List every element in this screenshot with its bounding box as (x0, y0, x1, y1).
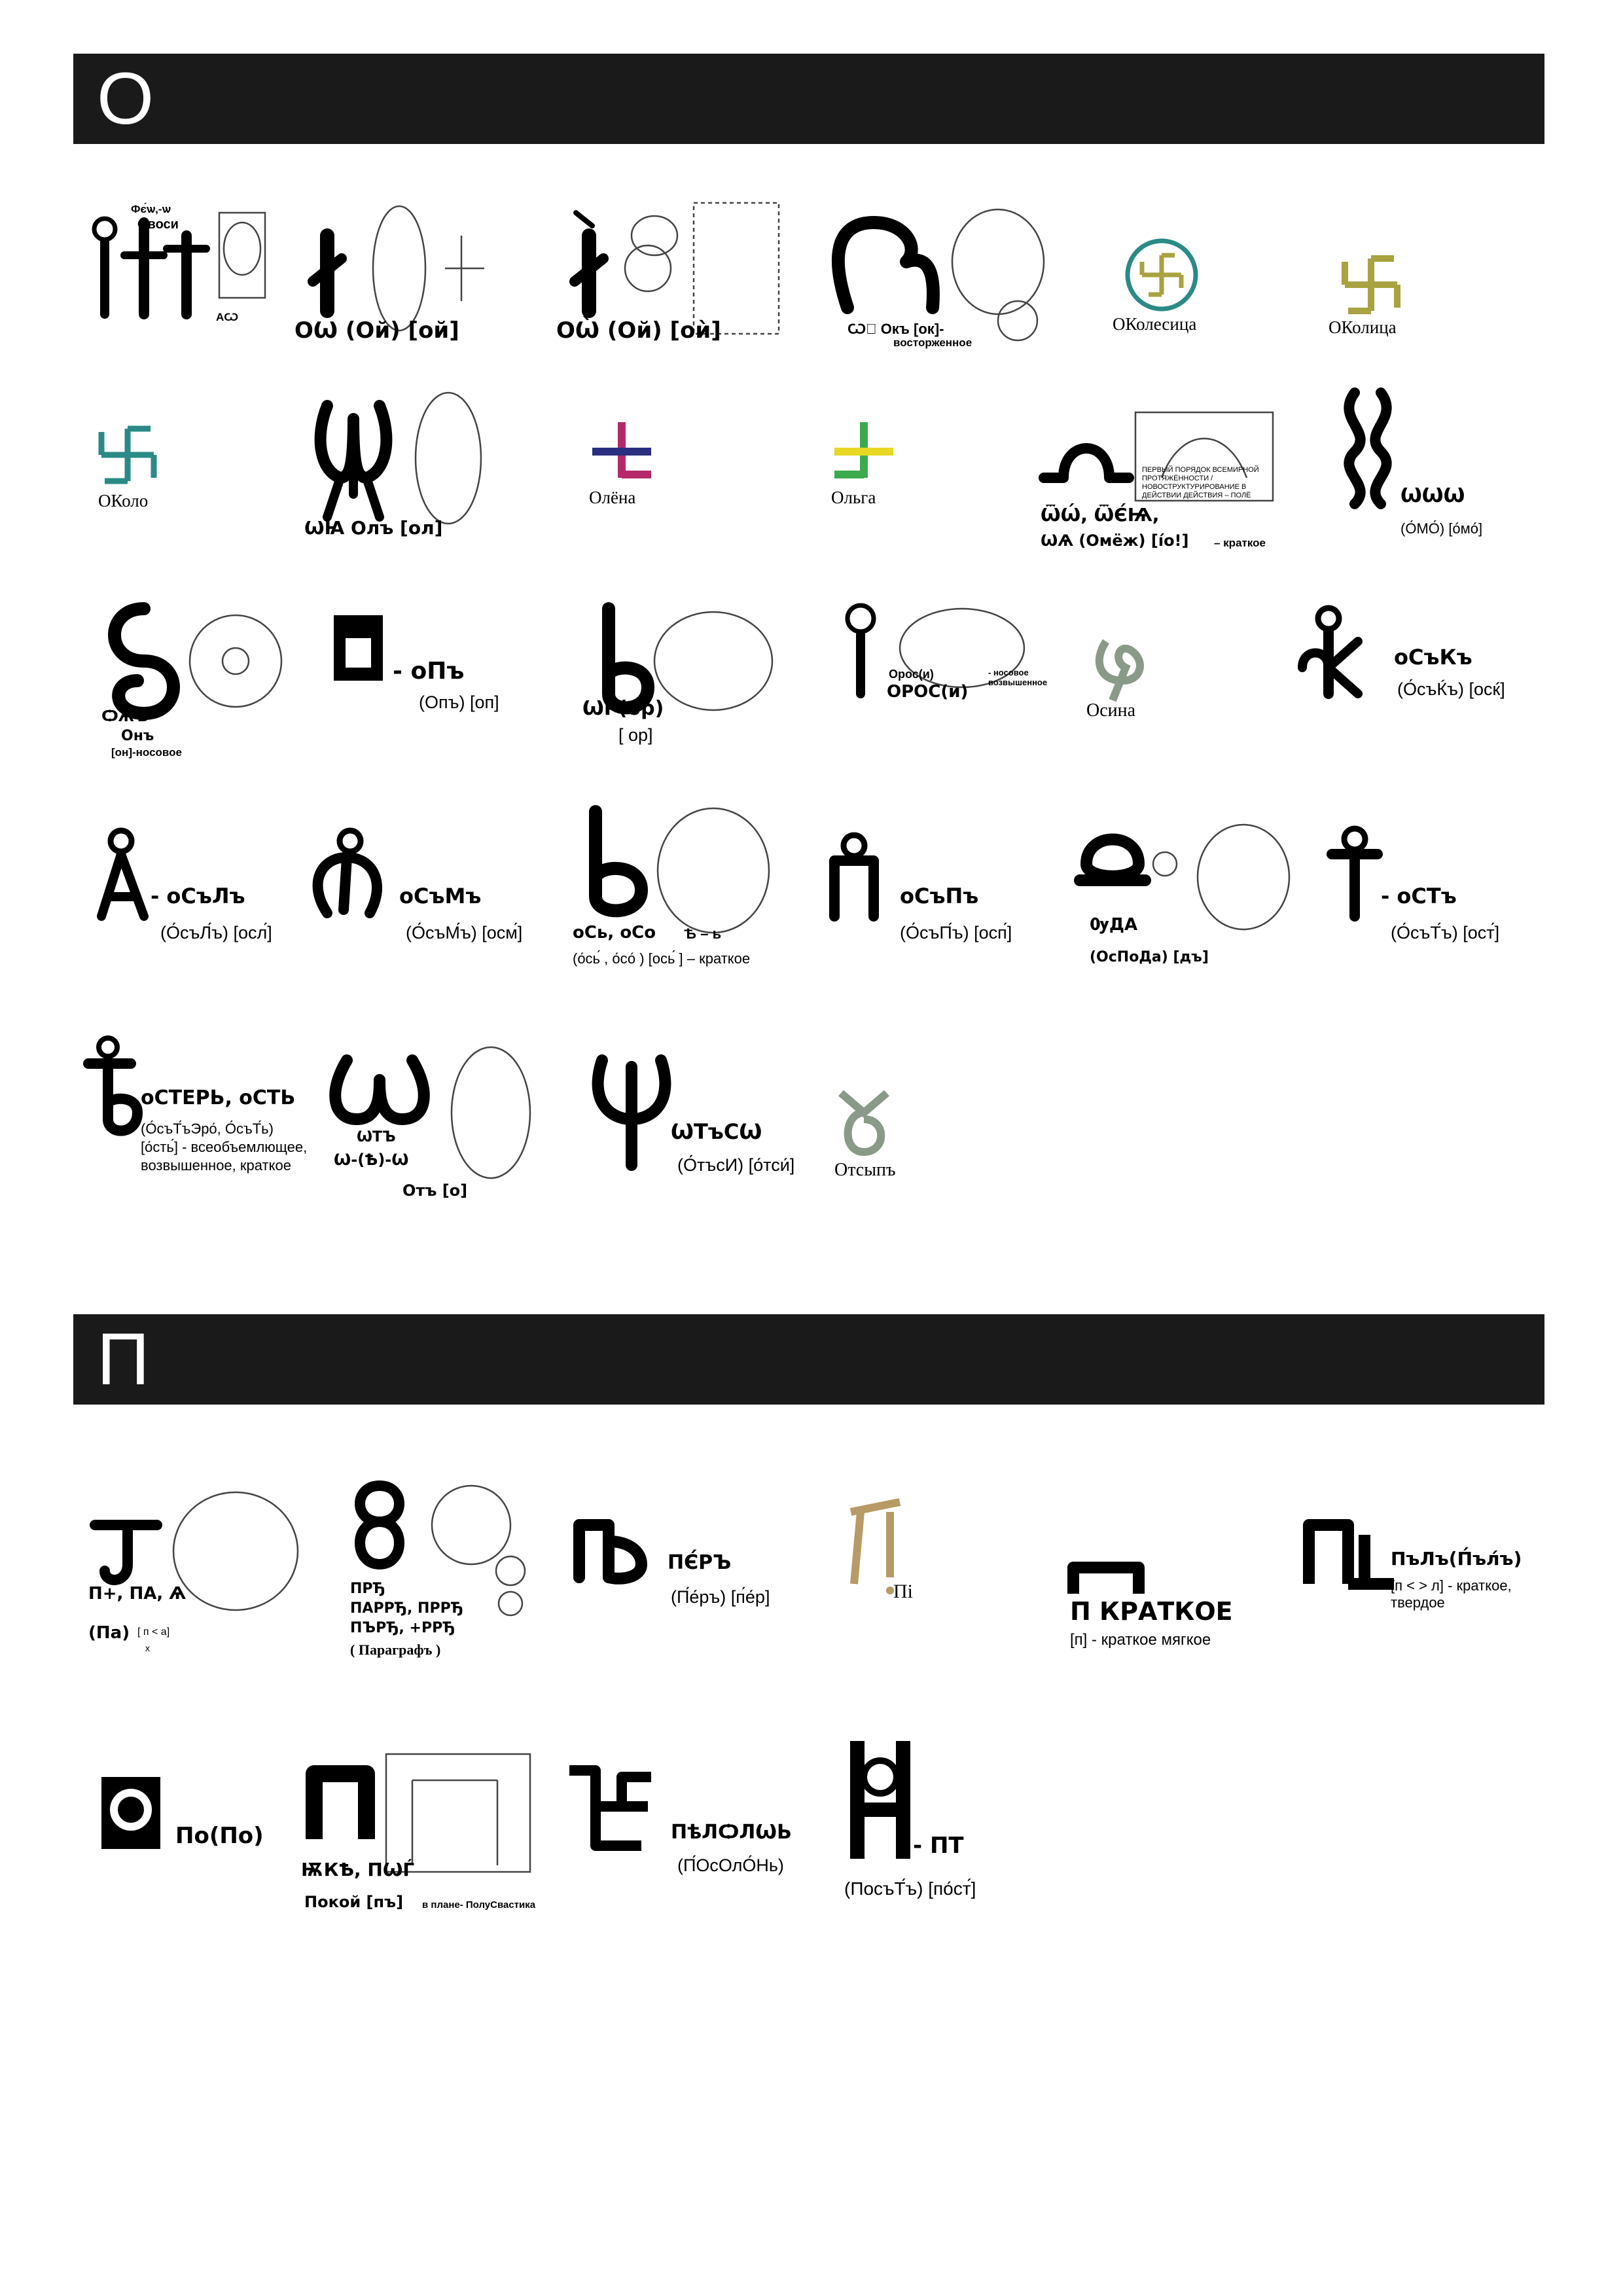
ovosi-sub: Овоси (137, 217, 179, 232)
oi-2-label: ОѠ̀ (Ой) [оѝ] (556, 317, 721, 344)
entry-post (844, 1734, 1080, 1911)
pokoi-extra: в плане- ПолуСвастика (422, 1899, 536, 1910)
pal-glyph (1302, 1512, 1538, 1630)
ot-label: ѠТЪ (357, 1129, 396, 1145)
entry-ospoda (1073, 818, 1309, 982)
olga-label: Ольга (831, 488, 876, 507)
otsi-sub: (О́тъсИ) [о́тси́] (677, 1155, 795, 1175)
posolon-sub: (П́ОсОлО́Нь) (677, 1856, 784, 1875)
or-sub: [ ор] (618, 725, 653, 745)
oster-label: оСТЕРЬ, оСТЬ (141, 1086, 296, 1109)
paragraf-note: ( Параграфъ ) (350, 1641, 441, 1658)
pa-note: х (145, 1643, 150, 1653)
entry-olga (831, 419, 942, 517)
or-glyph (582, 602, 792, 753)
entry-po (98, 1767, 294, 1872)
entry-okolitsa (1329, 252, 1459, 344)
entry-omezh (1037, 406, 1286, 569)
pa-label: П+, ПА, Ѧ (88, 1584, 187, 1604)
oster-note: возвышенное, краткое (141, 1157, 291, 1174)
osl-sub: (О́съЛ́ъ) [осл́] (160, 923, 272, 942)
entry-oi-2 (556, 196, 792, 347)
omezh-label: ѾѠ́, ѾЄ́Ѩ, (1041, 504, 1160, 526)
ovosi-main: Фє́ѡ,-ѡ (131, 203, 171, 215)
po-label: По(По) (175, 1823, 264, 1849)
entry-okolo (98, 419, 209, 517)
entry-op (327, 609, 537, 726)
per-sub: (П́е́ръ) [п́е́р] (671, 1587, 770, 1607)
pokoi-label: ѬКѢ, ПѠЃ (301, 1859, 415, 1880)
entry-paragraf (340, 1473, 550, 1676)
paragraf-sub: ПАРРЂ, ПРРЂ (350, 1600, 464, 1617)
on-main: ѺѦЪ (101, 707, 149, 725)
osk-sub: (О́съЌъ) [осќ] (1397, 679, 1505, 699)
ovosi-glyph (85, 196, 281, 327)
entry-pa (85, 1486, 308, 1662)
osina-label: Осина (1086, 700, 1136, 721)
os-sub: (о́сь́ , о́со́ ) [ось́ ] – краткое (573, 950, 751, 967)
on-sub: Онъ (121, 728, 154, 744)
ot-sub: Ѡ-(Ѣ)-Ѡ (334, 1151, 409, 1169)
post-sub: (ПосъТ́ъ) [по́ст́] (844, 1878, 976, 1899)
section-letter: О (97, 58, 154, 139)
okolitsa-label: ОКолица (1329, 317, 1397, 337)
entry-ot (327, 1041, 550, 1211)
entry-osk (1296, 602, 1512, 720)
otsyp-label: Отсыпъ (834, 1160, 896, 1180)
osm-label: оСъМъ (399, 884, 482, 908)
entry-pokoi (301, 1741, 550, 1924)
osp-sub: (О́съП́ъ) [осп́] (900, 923, 1012, 942)
osl-label: - оСъЛъ (151, 884, 245, 908)
os-label: оСь, оСо (573, 923, 656, 942)
oster-glyph (79, 1034, 327, 1204)
oros-note: - носовое возвышенное (988, 668, 1048, 687)
oi-1-label: ОѠ (Ой) [ой] (294, 317, 459, 344)
osm-sub: (О́съМ́ъ) [осм́] (406, 923, 523, 942)
paragraf-extra: ПЪРЂ, +РРЂ (350, 1620, 455, 1636)
omezh-extra: – краткое (1214, 537, 1266, 549)
ot-extra: Отъ [о] (402, 1181, 468, 1200)
section-header-o (73, 54, 1544, 144)
on-glyph (85, 583, 281, 766)
omo-sub: (О́МО́) [óмó] (1400, 520, 1483, 537)
ospoda-sub: (ОсПоДа) [дъ] (1090, 949, 1209, 965)
entry-oros (838, 602, 1060, 720)
omo-label: ѠѠѠ (1400, 484, 1465, 507)
ok-sub: восторженное (893, 336, 972, 349)
ost-label: - оСТъ (1381, 884, 1457, 908)
entry-pi (844, 1499, 949, 1617)
pi-label: Пі (893, 1581, 913, 1602)
entry-per (569, 1512, 805, 1630)
pa-sub: (Па) (88, 1623, 130, 1643)
oster-sub: (О́съТ́ъЭро́, О́съТ́ь) (141, 1121, 274, 1137)
section-letter: П (97, 1318, 150, 1400)
osk-label: оСъКъ (1394, 645, 1472, 670)
entry-omo (1329, 380, 1499, 550)
paragraf-label: ПРЂ (350, 1581, 385, 1597)
omezh-sub: ѠѦ (Омёж) [ío!] (1041, 531, 1189, 550)
entry-osp (825, 831, 1047, 949)
ovosi-extra: АѠ (216, 311, 239, 323)
entry-pal (1302, 1512, 1538, 1630)
entry-os (569, 798, 779, 982)
entry-osl (92, 825, 314, 956)
entry-ok (821, 196, 1057, 353)
entry-oi-1 (294, 196, 510, 347)
ol-label: ѠꙖ Олъ [ол] (304, 517, 443, 539)
entry-ol (301, 380, 497, 550)
entry-oster (79, 1034, 327, 1204)
entry-on (85, 583, 281, 766)
pal-sub: [п < > л] - краткое, твердое (1391, 1577, 1512, 1611)
ok-label: Ѡ꙱ Окъ [ок]- (847, 321, 944, 337)
entry-otsi (589, 1041, 825, 1198)
p-kratkoe-sub: [п] - краткое мягкое (1070, 1631, 1211, 1649)
olena-label: Олёна (589, 488, 636, 507)
on-extra: [он]-носовое (111, 746, 182, 759)
entry-posolon (563, 1761, 798, 1892)
post-label: - ПТ (913, 1833, 964, 1859)
okolesitsa-label: ОКолесица (1113, 314, 1197, 334)
pokoi-sub: Покой [пъ] (304, 1893, 404, 1911)
entry-ovosi (85, 196, 281, 327)
oros-glyph (838, 602, 1060, 720)
pa-extra: [ п < а] (137, 1626, 170, 1638)
entry-okolesitsa (1113, 236, 1250, 340)
entry-olena (589, 419, 700, 517)
section-header-p (73, 1314, 1544, 1405)
entry-p-kratkoe (1067, 1558, 1283, 1656)
or-label: ѠР(ор) (582, 697, 664, 720)
ospoda-label: ѸДА (1090, 915, 1138, 935)
okolo-label: ОКоло (98, 491, 149, 511)
oster-extra: [о́сть́] - всеобъемлющее, (141, 1139, 308, 1155)
osp-label: оСъПъ (900, 884, 979, 908)
op-sub: (Опъ) [оп] (419, 692, 499, 712)
pal-label: ПъЛъ(П́ъл́ъ) (1391, 1548, 1522, 1570)
ost-sub: (О́съТ́ъ) [ост́] (1391, 923, 1500, 942)
op-label: - оПъ (393, 658, 465, 685)
p-kratkoe-label: П КРАТКОЕ (1070, 1597, 1233, 1626)
otsi-label: ѠТъСѠ (671, 1119, 762, 1144)
entry-osina (1086, 628, 1204, 726)
omezh-note: ПЕРВЫЙ ПОРЯДОК ВСЕМИРНОЙ ПРОТЯЖЁННОСТИ / НОВОСТРУКТУРИРОВАНИЕ В ДЕЙСТВИИ ДЕЙСТВИЯ – ПОЛЁ (1142, 466, 1259, 499)
per-label: ПЄ́РЪ (668, 1551, 732, 1574)
oros-label: ОРОС(и) (887, 682, 969, 702)
posolon-label: ПѣЛѺЛѠЬ (671, 1821, 792, 1844)
oros-sub: Орос(и) (889, 668, 934, 681)
po-glyph (98, 1767, 294, 1872)
os-extra: Ѣ – ь (684, 925, 722, 942)
entry-osm (308, 825, 550, 956)
entry-otsyp (831, 1086, 949, 1191)
entry-or (582, 602, 792, 753)
entry-ost (1322, 825, 1531, 956)
